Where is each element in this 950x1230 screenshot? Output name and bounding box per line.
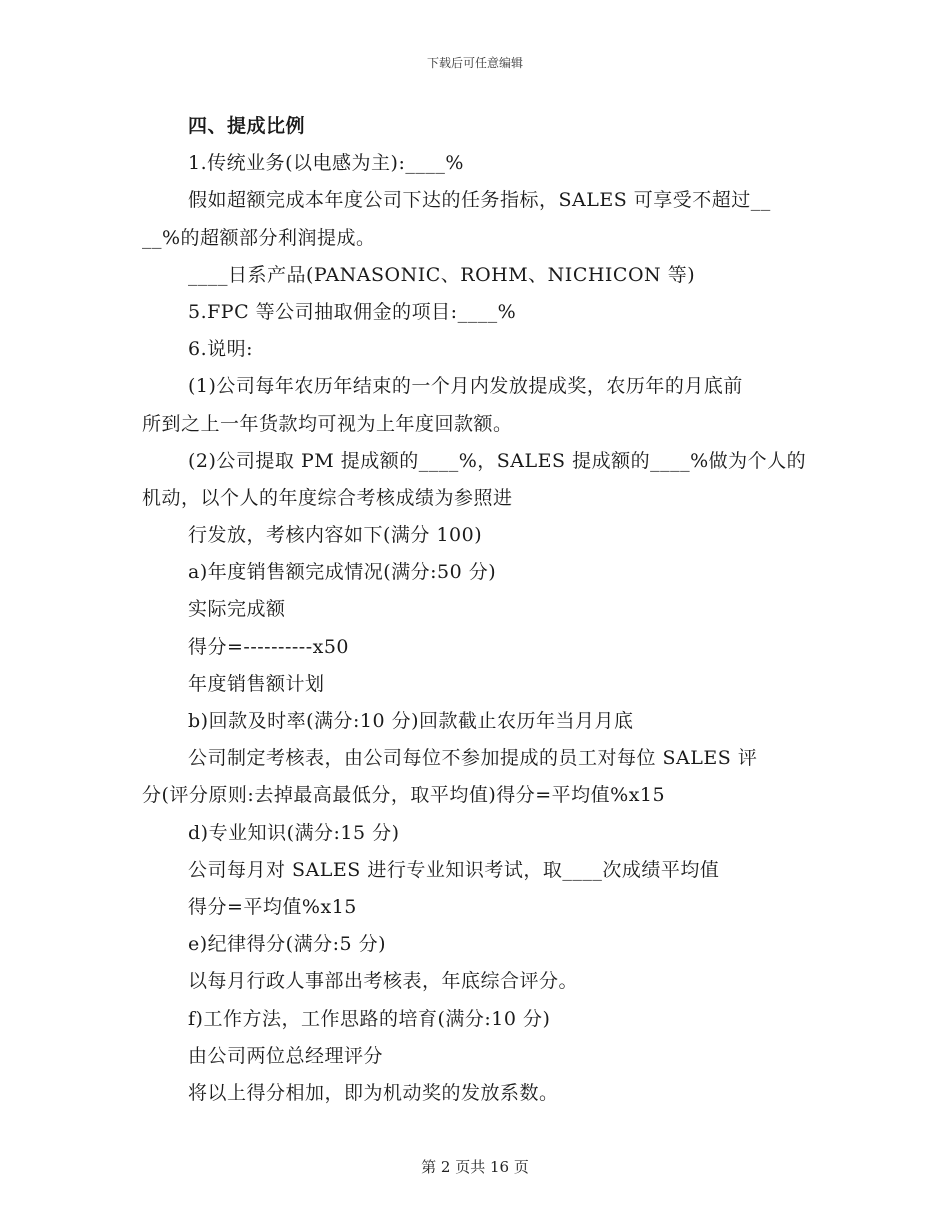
paragraph-line: 所到之上一年货款均可视为上年度回款额。 bbox=[142, 412, 513, 435]
paragraph-line: 公司制定考核表，由公司每位不参加提成的员工对每位 SALES 评 bbox=[188, 747, 758, 770]
paragraph-line: 分(评分原则:去掉最高最低分，取平均值)得分=平均值%x15 bbox=[142, 784, 666, 807]
section-heading: 四、提成比例 bbox=[188, 115, 306, 137]
paragraph-line: d)专业知识(满分:15 分) bbox=[188, 821, 400, 844]
page-header: 下载后可任意编辑 bbox=[426, 56, 523, 70]
paragraph-line: a)年度销售额完成情况(满分:50 分) bbox=[188, 561, 497, 584]
paragraph-line: 以每月行政人事部出考核表，年底综合评分。 bbox=[188, 970, 579, 993]
paragraph-line: f)工作方法，工作思路的培育(满分:10 分) bbox=[188, 1007, 551, 1030]
formula-line: 得分=平均值%x15 bbox=[188, 895, 357, 918]
page-footer: 第 2 页共 16 页 bbox=[421, 1158, 529, 1176]
paragraph-line: 1.传统业务(以电感为主):____% bbox=[188, 152, 464, 175]
formula-line: 得分=----------x50 bbox=[188, 635, 350, 658]
paragraph-line: 年度销售额计划 bbox=[188, 672, 325, 695]
paragraph-line: e)纪律得分(满分:5 分) bbox=[188, 933, 387, 956]
paragraph-line: 行发放，考核内容如下(满分 100) bbox=[188, 524, 483, 547]
paragraph-line: 由公司两位总经理评分 bbox=[188, 1044, 384, 1067]
document-body bbox=[142, 108, 814, 1112]
paragraph-line: 实际完成额 bbox=[188, 598, 286, 621]
paragraph-line: b)回款及时率(满分:10 分)回款截止农历年当月月底 bbox=[188, 710, 634, 732]
paragraph-line: __%的超额部分利润提成。 bbox=[142, 226, 376, 249]
paragraph-line: ____日系产品(PANASONIC、ROHM、NICHICON 等) bbox=[188, 263, 696, 286]
paragraph-line: (2)公司提取 PM 提成额的____%，SALES 提成额的____%做为个人的 bbox=[188, 449, 807, 472]
paragraph-line: 将以上得分相加，即为机动奖的发放系数。 bbox=[188, 1081, 559, 1104]
paragraph-line: (1)公司每年农历年结束的一个月内发放提成奖，农历年的月底前 bbox=[188, 375, 743, 398]
paragraph-line: 6.说明: bbox=[188, 338, 254, 361]
paragraph-line: 假如超额完成本年度公司下达的任务指标，SALES 可享受不超过__ bbox=[188, 189, 771, 212]
paragraph-line: 公司每月对 SALES 进行专业知识考试，取____次成绩平均值 bbox=[188, 858, 720, 881]
paragraph-line: 机动，以个人的年度综合考核成绩为参照进 bbox=[142, 486, 513, 509]
paragraph-line: 5.FPC 等公司抽取佣金的项目:____% bbox=[188, 300, 517, 323]
